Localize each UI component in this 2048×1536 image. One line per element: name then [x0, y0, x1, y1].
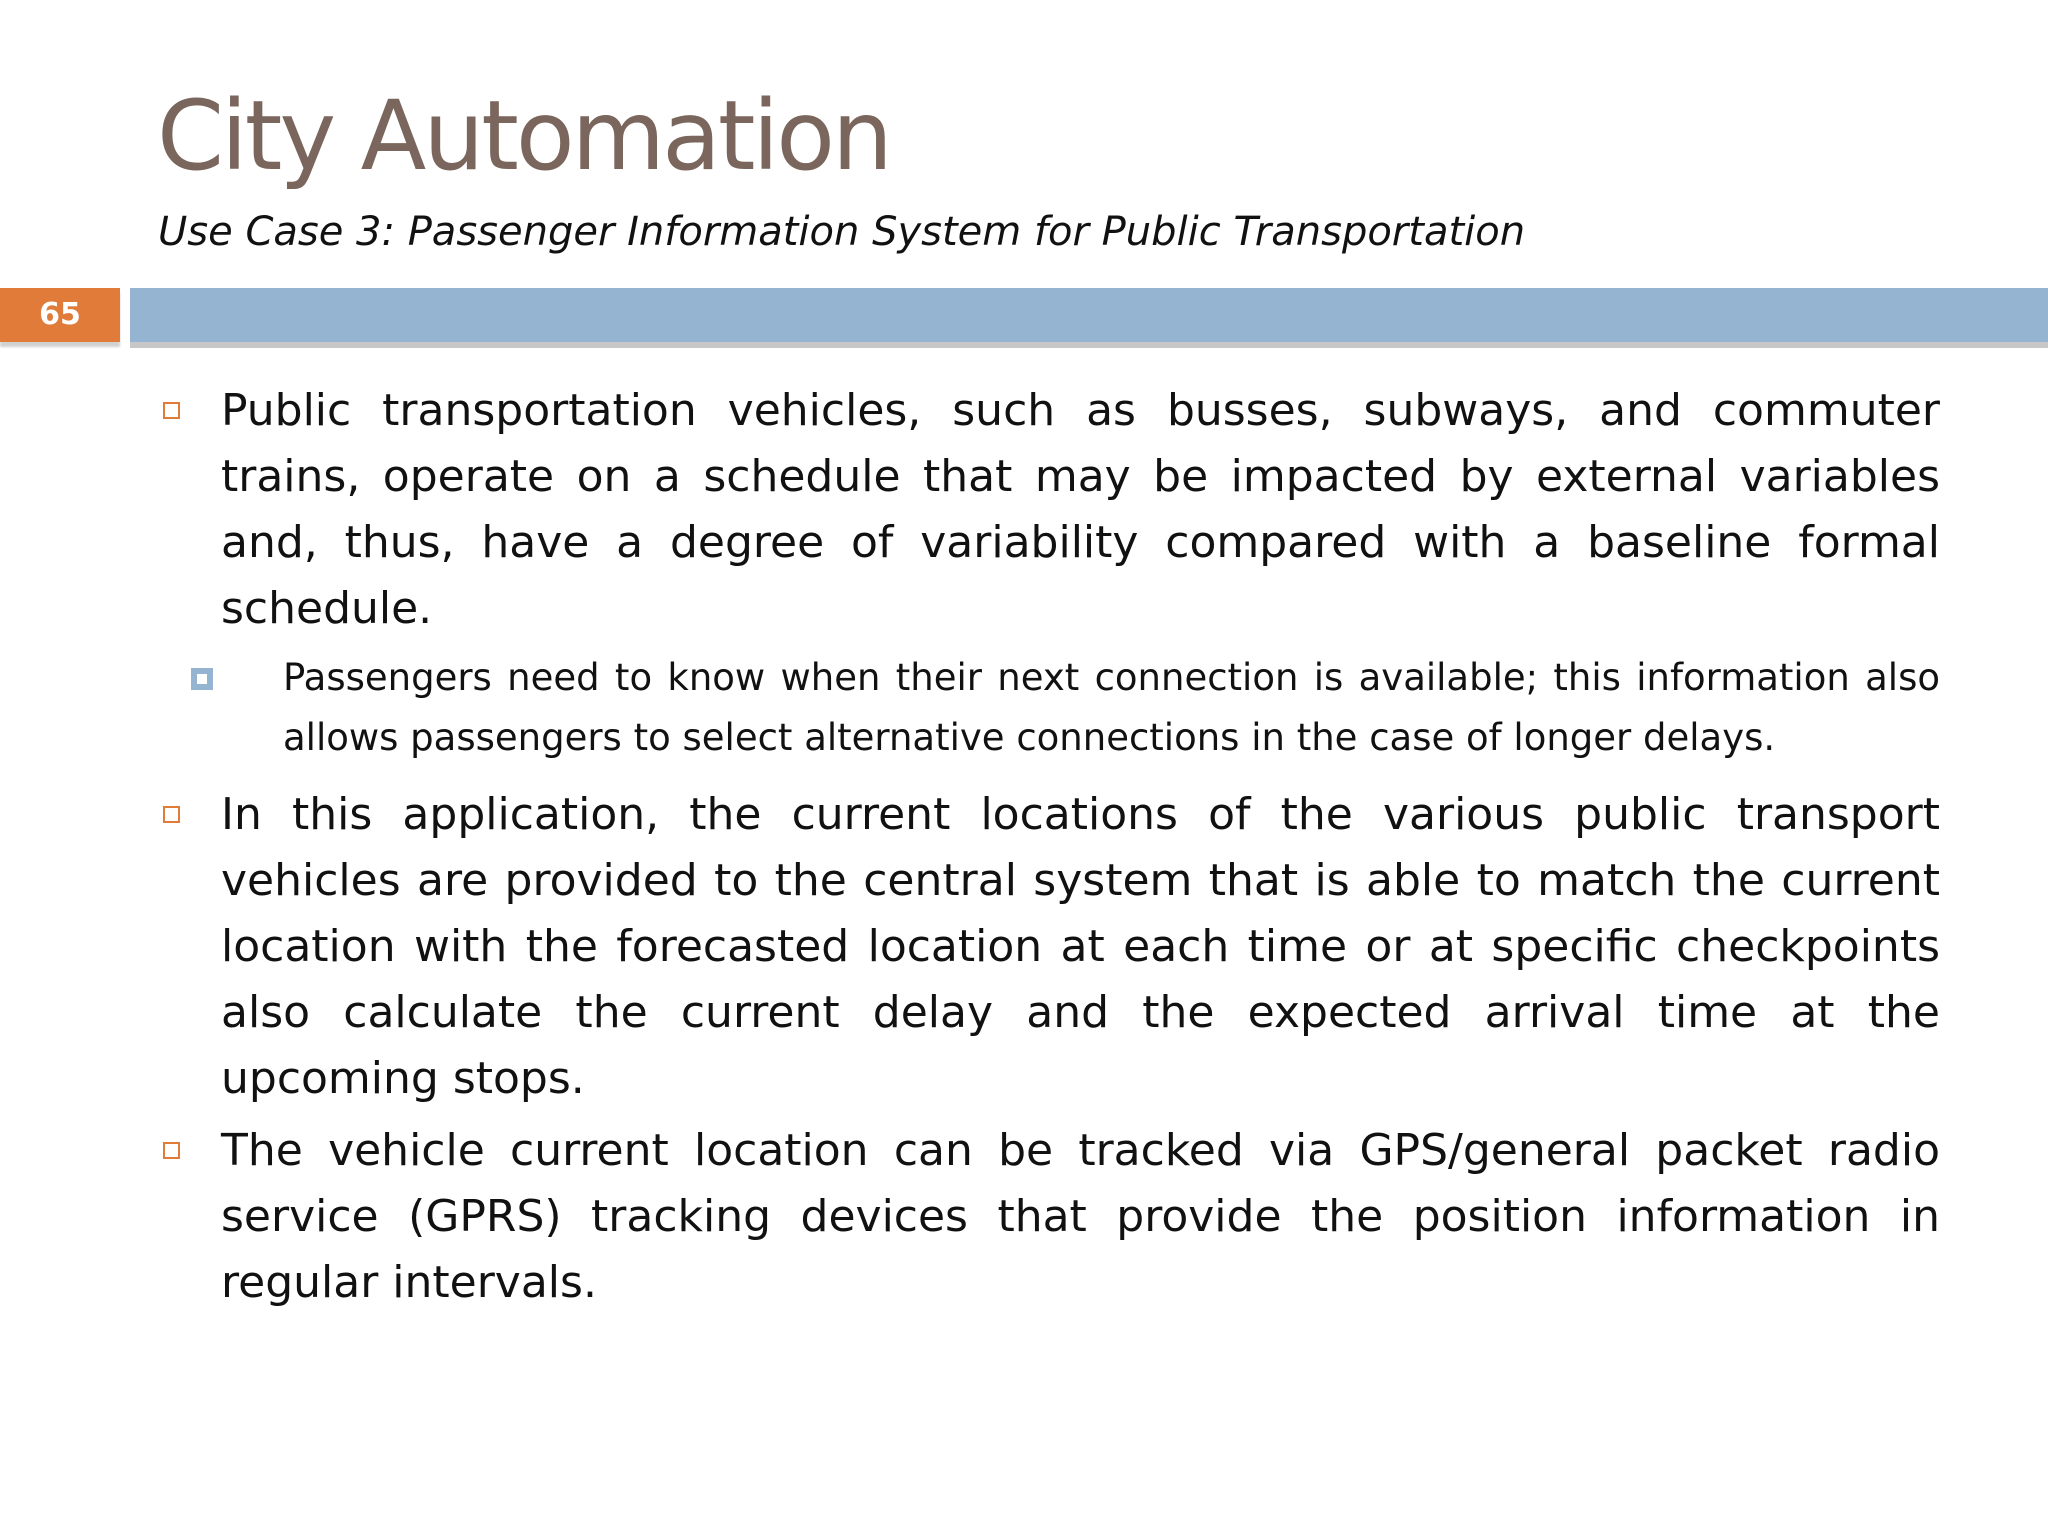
hollow-square-icon: [163, 806, 180, 823]
sub-bullet-item: [160, 648, 1940, 768]
bullet-item: [160, 378, 1940, 642]
sub-bullet-text: Passengers need to know when their next connection is available; this information also allows passengers to select alternative connections in the case of longer delays.: [283, 656, 1940, 759]
slide-subtitle: Use Case 3: Passenger Information System for Public Transportation: [158, 209, 1526, 255]
hollow-square-icon: [163, 1142, 180, 1159]
bullet-item: [160, 782, 1940, 1112]
bullet-list: [160, 378, 1940, 1322]
filled-square-icon: [191, 668, 213, 690]
slide-number-badge: 65: [0, 288, 120, 342]
bullet-text: In this application, the current locations of the various public transport vehicles are provided to the central system that is able to match the current location with the forecasted location at each time or at specific checkpoints also calculate the current delay and the expected arrival time at the upcoming stops.: [221, 789, 1940, 1104]
slide-title: City Automation: [157, 80, 890, 192]
bullet-text: Public transportation vehicles, such as busses, subways, and commuter trains, operate on a schedule that may be impacted by external variables and, thus, have a degree of variability compared with a baseline formal schedule.: [221, 385, 1940, 634]
hollow-square-icon: [163, 402, 180, 419]
bullet-item: [160, 1118, 1940, 1316]
header-band-shadow: [130, 342, 2048, 348]
header-band: [130, 288, 2048, 342]
bullet-text: The vehicle current location can be tracked via GPS/general packet radio service (GPRS) tracking devices that provide the position information in regular intervals.: [221, 1125, 1940, 1308]
